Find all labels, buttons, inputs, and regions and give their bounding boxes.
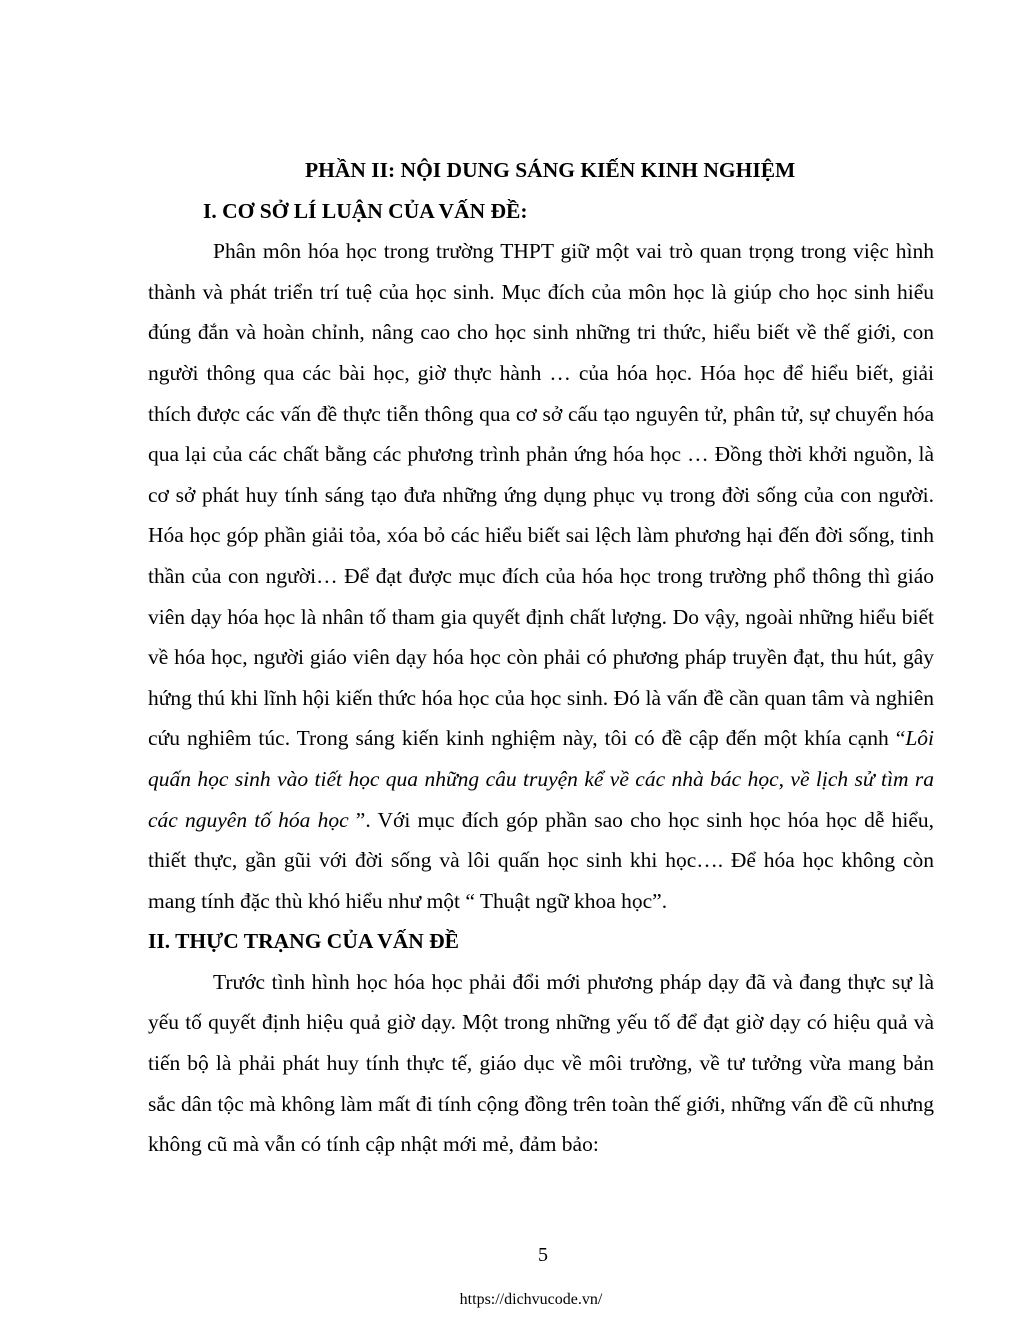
part-heading: PHẦN II: NỘI DUNG SÁNG KIẾN KINH NGHIỆM [305,158,796,182]
page-number: 5 [538,1244,548,1266]
section-heading-theory: I. CƠ SỞ LÍ LUẬN CỦA VẤN ĐỀ: [203,198,528,223]
paragraph-theory-text-end: ”. Với mục đích góp phần sao cho học sinh học hóa học dễ hiểu, thiết thực, gần gũi với đời sống và lôi quấn học sinh khi học…. Để hóa học không còn mang tính đặc thù khó hiểu như một “ Thuật ngữ khoa học”. [148,807,934,913]
paragraph-theory [148,231,934,921]
paragraph-status: Trước tình hình học hóa học phải đổi mới phương pháp dạy đã và đang thực sự là yếu tố quyết định hiệu quả giờ dạy. Một trong những yếu tố để đạt giờ dạy có hiệu quả và tiến bộ là phải phát huy tính thực tế, giáo dục về môi trường, về tư tưởng vừa mang bản sắc dân tộc mà không làm mất đi tính cộng đồng trên toàn thế giới, những vấn đề cũ nhưng không cũ mà vẫn có tính cập nhật mới mẻ, đảm bảo: [148,969,934,1157]
footer-url: https://dichvucode.vn/ [459,1291,603,1308]
section-heading-status: II. THỰC TRẠNG CỦA VẤN ĐỀ [148,929,460,954]
document-body [148,150,934,1165]
paragraph-theory-italic-quote: Lôi quấn học sinh vào tiết học qua những câu truyện kể về các nhà bác học, về lịch sử tìm ra các nguyên tố hóa học [148,726,934,832]
paragraph-theory-text: Phân môn hóa học trong trường THPT giữ một vai trò quan trọng trong việc hình thành và phát triển trí tuệ của học sinh. Mục đích của môn học là giúp cho học sinh hiểu đúng đắn và hoàn chỉnh, nâng cao cho học sinh những tri thức, hiểu biết về thế giới, con người thông qua các bài học, giờ thực hành … của hóa học. Hóa học để hiểu biết, giải thích được các vấn đề thực tiễn thông qua cơ sở cấu tạo nguyên tử, phân tử, sự chuyển hóa qua lại của các chất bằng các phương trình phản ứng hóa học … Đồng thời khởi nguồn, là cơ sở phát huy tính sáng tạo đưa những ứng dụng phục vụ trong đời sống của con người. Hóa học góp phần giải tỏa, xóa bỏ các hiểu biết sai lệch làm phương hại đến đời sống, tinh thần của con người… Để đạt được mục đích của hóa học trong trường phổ thông thì giáo viên dạy hóa học là nhân tố tham gia quyết định chất lượng. Do vậy, ngoài những hiểu biết về hóa học, người giáo viên dạy hóa học còn phải có phương pháp truyền đạt, thu hút, gây hứng thú khi lĩnh hội kiến thức hóa học của học sinh. Đó là vấn đề cần quan tâm và nghiên cứu nghiêm túc. Trong sáng kiến kinh nghiệm này, tôi có đề cập đến một khía cạnh “ [148,239,934,751]
